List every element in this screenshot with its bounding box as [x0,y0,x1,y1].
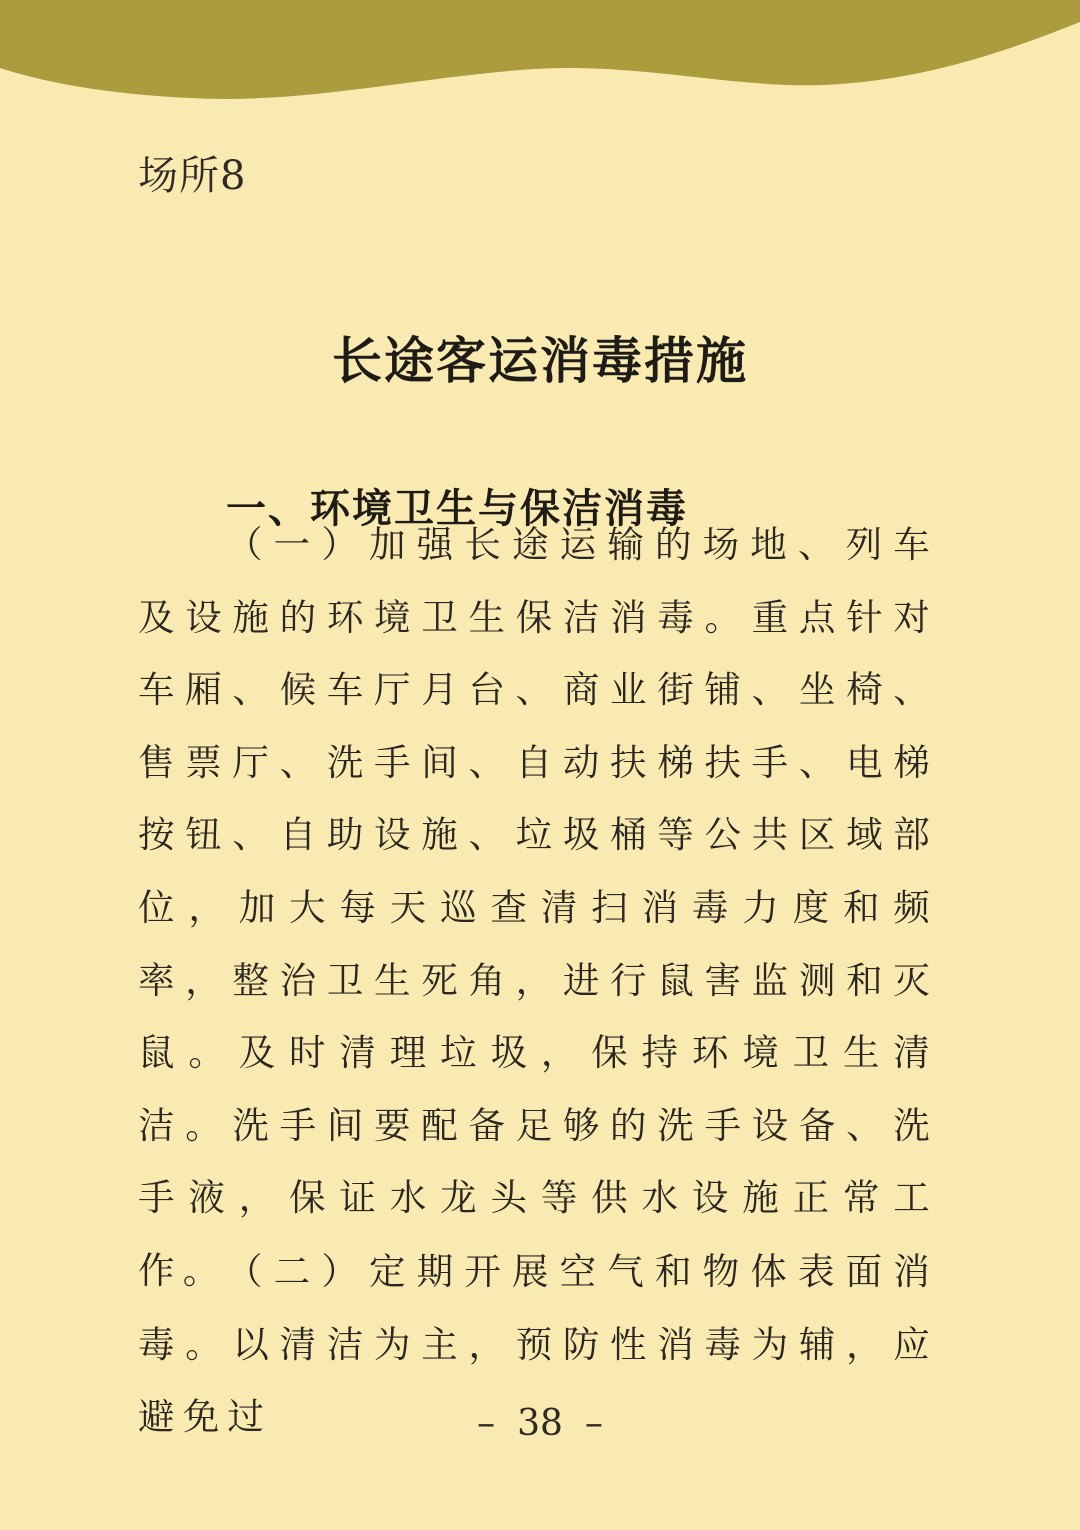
page-number-value: 38 [517,1403,563,1444]
page-title: 长途客运消毒措施 [332,330,748,390]
place-label: 场所8 [138,153,247,199]
page-number-dash-left: – [477,1403,496,1444]
section-heading: 一、环境卫生与保洁消毒 [226,485,688,533]
page-number-dash-right: – [584,1403,603,1444]
paragraph-2: （二）定期开展空气和物体表面消毒。以清洁为主，预防性消毒为辅，应避免过 [138,1250,938,1439]
paragraph-1: （一）加强长途运输的场地、列车及设施的环境卫生保洁消毒。重点针对车厢、候车厅月台、商业街铺、坐椅、售票厅、洗手间、自动扶梯扶手、电梯按钮、自助设施、垃圾桶等公共区域部位，加大每天巡查清扫消毒力度和频率，整治卫生死角，进行鼠害监测和灭鼠。及时清理垃圾，保持环境卫生清洁。洗手间要配备足够的洗手设备、洗手液，保证水龙头等供水设施正常工作。 [138,523,938,1292]
page-number [0,1400,1080,1448]
